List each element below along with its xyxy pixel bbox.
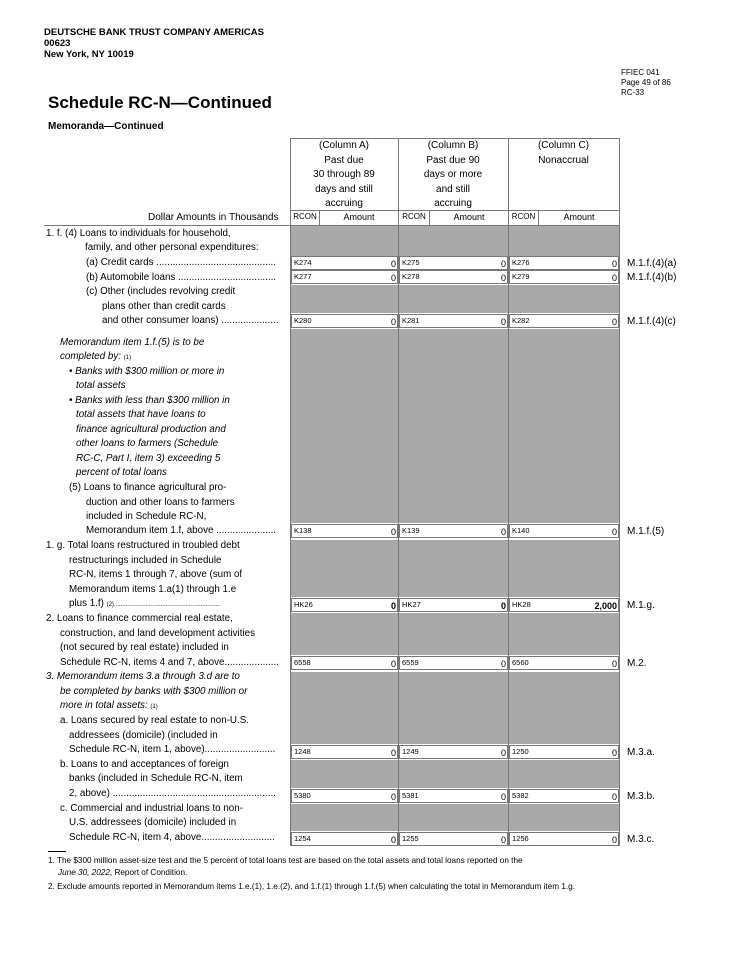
rcon-code: 5382 xyxy=(512,791,529,800)
amount-value: 0 xyxy=(500,273,506,283)
amount-value: 0 xyxy=(390,601,396,611)
rcon-code: 6560 xyxy=(512,658,529,667)
rcon-code: K139 xyxy=(402,526,420,535)
amount-value: 0 xyxy=(500,601,506,611)
item-label: RC-N, items 1 through 7, above (sum of xyxy=(69,569,243,580)
rcon-code: K138 xyxy=(294,526,312,535)
amount-value: 0 xyxy=(390,273,396,283)
page-number: Page 49 of 86 xyxy=(621,78,671,87)
row-reference: M.3.c. xyxy=(627,834,655,845)
rcon-code: K276 xyxy=(512,258,530,267)
row-reference: M.1.f.(4)(c) xyxy=(627,316,676,327)
memo-note: total assets that have loans to xyxy=(76,409,206,420)
schedule-code: RC-33 xyxy=(621,88,645,97)
column-a-heading: (Column A) Past due 30 through 89 days and still accruing xyxy=(313,140,375,209)
item-label: c. Commercial and industrial loans to non- xyxy=(60,803,243,814)
item-label: construction, and land development activities xyxy=(60,628,255,639)
item-label: (a) Credit cards ............................................ xyxy=(86,257,276,268)
item-label: (5) Loans to finance agricultural pro- xyxy=(69,482,227,493)
rcon-code: 6559 xyxy=(402,658,419,667)
row-reference: M.1.g. xyxy=(627,600,655,611)
item-label: plans other than credit cards xyxy=(102,301,226,312)
amount-value: 0 xyxy=(500,317,506,327)
amount-value: 0 xyxy=(390,748,396,758)
memo-note: completed by: (1) xyxy=(60,351,132,362)
amount-header-c: Amount xyxy=(563,212,595,222)
rcon-header-b: RCON xyxy=(402,212,426,221)
amount-value: 0 xyxy=(390,317,396,327)
amount-value: 0 xyxy=(390,527,396,537)
amount-value: 0 xyxy=(500,748,506,758)
bank-id: 00623 xyxy=(44,38,71,49)
rcon-code: 1248 xyxy=(294,747,311,756)
item-label: b. Loans to and acceptances of foreign xyxy=(60,759,229,770)
item-label: duction and other loans to farmers xyxy=(86,497,235,508)
row-reference: M.1.f.(4)(b) xyxy=(627,272,677,283)
form-number: FFIEC 041 xyxy=(621,68,660,77)
rcon-code: K275 xyxy=(402,258,420,267)
memo-note: • Banks with $300 million or more in xyxy=(69,366,225,377)
item-label: a. Loans secured by real estate to non-U.S. xyxy=(60,715,249,726)
item-label: and other consumer loans) ..................... xyxy=(102,315,279,326)
rcon-code: 1256 xyxy=(512,834,529,843)
item-label: included in Schedule RC-N, xyxy=(86,511,207,522)
amount-value: 0 xyxy=(611,659,617,669)
item-label: be completed by banks with $300 million or xyxy=(60,686,248,697)
item-label: 2, above) ............................................................ xyxy=(69,788,276,799)
item-label: (b) Automobile loans .................................... xyxy=(86,272,277,283)
amount-value: 0 xyxy=(611,317,617,327)
item-label: 2. Loans to finance commercial real estate, xyxy=(46,613,233,624)
rcon-code: HK26 xyxy=(294,600,313,609)
item-label: U.S. addressees (domicile) included in xyxy=(69,817,237,828)
item-label: Memorandum item 1.f, above ...................... xyxy=(86,525,277,536)
amount-value: 0 xyxy=(611,527,617,537)
memo-note: RC-C, Part I, item 3) exceeding 5 xyxy=(76,453,221,464)
amount-value: 0 xyxy=(611,259,617,269)
amount-value: 0 xyxy=(390,259,396,269)
item-label: 1. g. Total loans restructured in troubled debt xyxy=(46,540,240,551)
rcon-header-c: RCON xyxy=(511,212,536,221)
rcon-code: 1254 xyxy=(294,834,311,843)
memo-note: other loans to farmers (Schedule xyxy=(76,438,219,449)
item-label: Memorandum items 1.a(1) through 1.e xyxy=(69,584,237,595)
bank-name: DEUTSCHE BANK TRUST COMPANY AMERICAS xyxy=(44,27,264,38)
amount-value: 0 xyxy=(611,792,617,802)
amount-value: 0 xyxy=(500,527,506,537)
item-label: Schedule RC-N, item 1, above).......................... xyxy=(69,744,276,755)
amount-header-b: Amount xyxy=(453,212,485,222)
rcon-code: K277 xyxy=(294,272,312,281)
item-label: plus 1.f) (2)................................................................ xyxy=(69,598,221,609)
amount-value: 2,000 xyxy=(594,601,617,611)
row-reference: M.1.f.(4)(a) xyxy=(627,258,677,269)
memo-note: Memorandum item 1.f.(5) is to be xyxy=(60,337,205,348)
amount-value: 0 xyxy=(611,835,617,845)
memo-note: percent of total loans xyxy=(76,467,167,478)
rcon-code: 5380 xyxy=(294,791,311,800)
memo-note: total assets xyxy=(76,380,126,391)
rcon-code: K279 xyxy=(512,272,530,281)
column-b-heading: (Column B) Past due 90 days or more and still accruing xyxy=(423,140,483,209)
rcon-code: 1255 xyxy=(402,834,419,843)
item-label: Schedule RC-N, item 4, above........................... xyxy=(69,832,275,843)
item-label: addressees (domicile) (included in xyxy=(69,730,218,741)
item-label: (c) Other (includes revolving credit xyxy=(86,286,236,297)
footnote-1: 1. The $300 million asset-size test and the 5 percent of total loans test are based on the total assets and total loans reported on the xyxy=(48,856,523,865)
amount-value: 0 xyxy=(500,792,506,802)
memo-note: • Banks with less than $300 million in xyxy=(69,395,230,406)
item-label: more in total assets: (1) xyxy=(60,700,158,711)
amount-value: 0 xyxy=(390,792,396,802)
rcon-code: 6558 xyxy=(294,658,311,667)
row-reference: M.2. xyxy=(627,658,647,669)
item-label: (not secured by real estate) included in xyxy=(60,642,229,653)
amount-value: 0 xyxy=(500,259,506,269)
rcon-code: K280 xyxy=(294,316,312,325)
item-label: banks (included in Schedule RC-N, item xyxy=(69,773,243,784)
amount-header-a: Amount xyxy=(343,212,375,222)
item-label: Schedule RC-N, items 4 and 7, above.................... xyxy=(60,657,279,668)
rcon-code: HK27 xyxy=(402,600,421,609)
rcon-code: K140 xyxy=(512,526,530,535)
dollar-amounts-label: Dollar Amounts in Thousands xyxy=(148,212,279,223)
rcon-code: 1250 xyxy=(512,747,529,756)
bank-city: New York, NY 10019 xyxy=(44,49,134,60)
column-c-heading: (Column C) Nonaccrual xyxy=(537,140,590,166)
row-reference: M.3.b. xyxy=(627,791,655,802)
footnote-1-cont: June 30, 2022, Report of Condition. xyxy=(58,868,188,877)
rcon-code: HK28 xyxy=(512,600,531,609)
amount-value: 0 xyxy=(500,659,506,669)
footnote-rule xyxy=(48,851,66,852)
amount-value: 0 xyxy=(611,273,617,283)
row-reference: M.3.a. xyxy=(627,747,655,758)
item-label: restructurings included in Schedule xyxy=(69,555,222,566)
item-label: 3. Memorandum items 3.a through 3.d are to xyxy=(46,671,240,682)
rcon-header-a: RCON xyxy=(293,212,317,221)
rcon-code: K278 xyxy=(402,272,420,281)
rcon-code: K274 xyxy=(294,258,312,267)
section-subtitle: Memoranda—Continued xyxy=(48,121,164,132)
amount-value: 0 xyxy=(500,835,506,845)
page-title: Schedule RC-N—Continued xyxy=(48,93,272,112)
row-reference: M.1.f.(5) xyxy=(627,526,665,537)
item-label: 1. f. (4) Loans to individuals for household, xyxy=(46,228,231,239)
rcon-code: K282 xyxy=(512,316,530,325)
rcon-code: 5381 xyxy=(402,791,419,800)
amount-value: 0 xyxy=(390,835,396,845)
rcon-code: 1249 xyxy=(402,747,419,756)
item-label: family, and other personal expenditures: xyxy=(85,242,259,253)
amount-value: 0 xyxy=(611,748,617,758)
rcon-code: K281 xyxy=(402,316,420,325)
amount-value: 0 xyxy=(390,659,396,669)
footnote-2: 2. Exclude amounts reported in Memorandum items 1.e.(1), 1.e.(2), and 1.f.(1) through 1.f.(5) when calculating the total in Memorandum item 1.g. xyxy=(48,882,575,891)
memo-note: finance agricultural production and xyxy=(76,424,226,435)
